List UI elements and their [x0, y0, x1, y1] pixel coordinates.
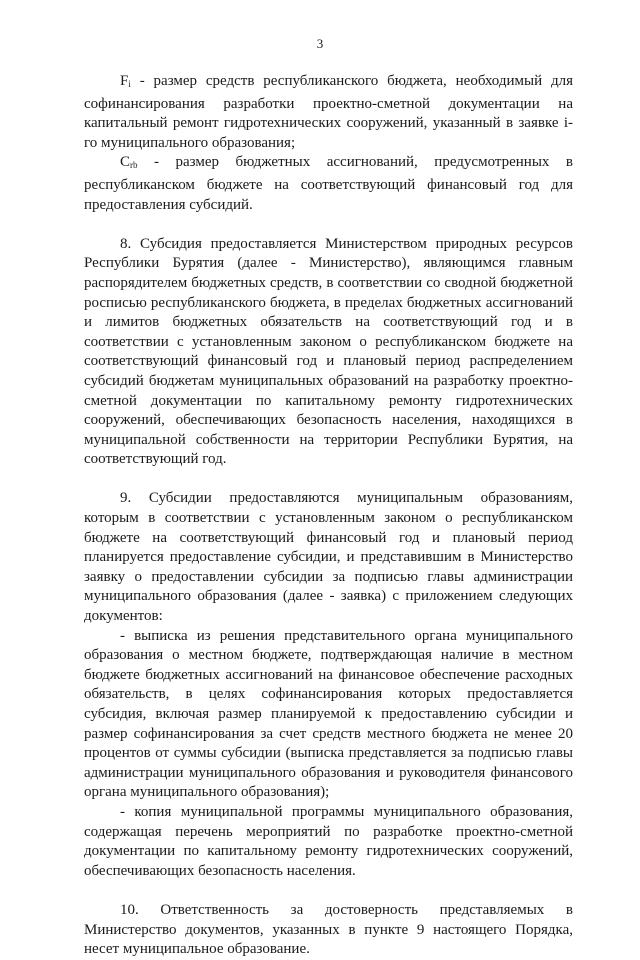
definition-subscript: i: [128, 79, 131, 89]
paragraph-gap: [84, 881, 573, 901]
paragraph-9-item: - выписка из решения представительного органа муниципального образования о местном бюджете, подтверждающая наличие в местном бюджете бюджетных ассигнований на финансовое обеспечение расходных обязательств, в целях софинансирования которых предоставляется субсидия, включая размер планируемой к предоставлению субсидии и размер софинансирования за счет средств местного бюджета не менее 20 процентов от суммы субсидии (выписка представляется за подписью главы администрации муниципального образования и руководителя финансового органа муниципального образования);: [84, 627, 573, 801]
definition-text: - размер средств республиканского бюджета, необходимый для софинансирования разработки проектно-сметной документации на капитальный ремонт гидротехнических сооружений, указанный в заявке i-го муниципального образования;: [84, 73, 573, 151]
paragraph-gap: [84, 215, 573, 235]
page-number: 3: [316, 36, 324, 51]
paragraph-9-item: - копия муниципальной программы муниципального образования, содержащая перечень мероприятий по разработке проектно-сметной документации по капитальному ремонту гидротехнических сооружений, обеспечивающих безопасность населения.: [84, 803, 573, 879]
definition-symbol: C: [120, 154, 131, 171]
definition-subscript: rb: [130, 160, 138, 171]
paragraph-gap: [84, 470, 573, 490]
definition-text: - размер бюджетных ассигнований, предусмотренных в республиканском бюджете на соответствующий финансовый год для предоставления субсидий.: [84, 154, 573, 213]
definition-f-i: [84, 72, 573, 153]
paragraph-8: 8. Субсидия предоставляется Министерством природных ресурсов Республики Бурятия (далее - Министерство), являющимся главным распорядителем бюджетных средств, в соответствии со сводной бюджетной росписью республиканского бюджета, в пределах бюджетных ассигнований и лимитов бюджетных обязательств на соответствующий год и в соответствии с установленным законом о республиканском бюджете на соответствующий финансовый год и плановый период распределением субсидий бюджетам муниципальных образований на разработку проектно-сметной документации по капитальному ремонту гидротехнических сооружений, обеспечивающих безопасность населения, находящихся в муниципальной собственности на территории Республики Бурятия, на соответствующий год.: [84, 235, 573, 468]
document-body: [84, 72, 573, 960]
definition-symbol: F: [120, 73, 129, 89]
paragraph-10: 10. Ответственность за достоверность представляемых в Министерство документов, указанных в пункте 9 настоящего Порядка, несет муниципальное образование.: [84, 901, 573, 958]
definition-c-rb: [84, 153, 573, 215]
paragraph-9-intro: 9. Субсидии предоставляются муниципальным образованиям, которым в соответствии с установленным законом о республиканском бюджете на соответствующий финансовый год и плановый период планируется предоставление субсидии, и представившим в Министерство заявку о предоставлении субсидии за подписью главы администрации муниципального образования (далее - заявка) с приложением следующих документов:: [84, 490, 573, 625]
